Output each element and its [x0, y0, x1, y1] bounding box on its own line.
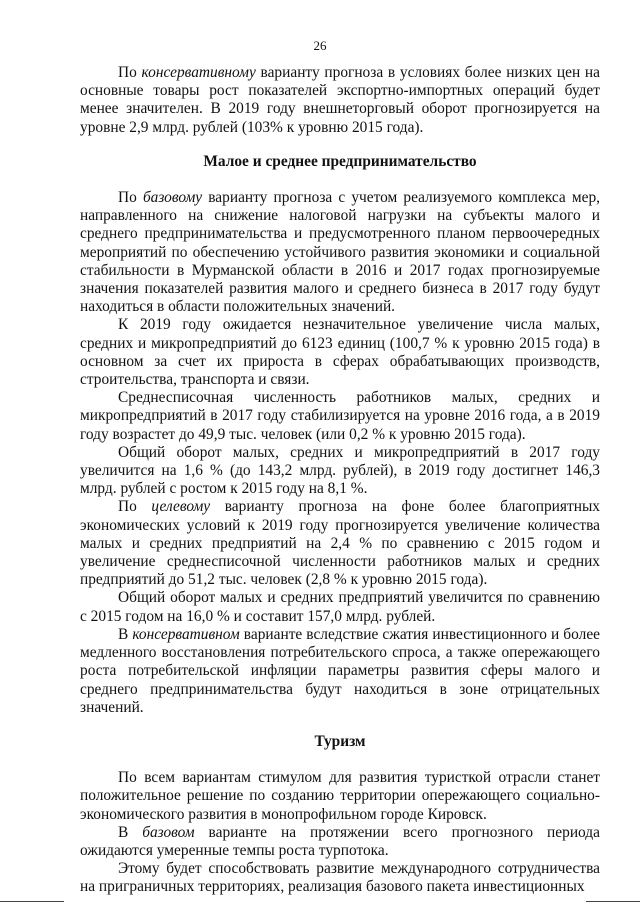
paragraph: Этому будет способствовать развитие международного сотрудничества на приграничных территориях, реализация базового пакета инвестиционных	[80, 860, 600, 896]
intro-paragraph: По консервативному варианту прогноза в условиях более низких цен на основные товары рост показателей экспортно-импортных операций будет менее значителен. В 2019 году внешнеторговый оборот прогнозируется на уровне 2,9 млрд. рублей (103% к уровню 2015 года).	[80, 64, 600, 136]
document-body	[80, 64, 600, 897]
section-heading-tourism: Туризм	[314, 732, 366, 750]
paragraph: По целевому варианту прогноза на фоне более благоприятных экономических условий к 2019 году прогнозируется увеличение количества малых и средних предприятий на 2,4 % по сравнению с 2015 годом и увеличение среднесписочной численности работников малых и средних предприятий до 51,2 тыс. человек (2,8 % к уровню 2015 года).	[80, 498, 600, 589]
paragraph: Общий оборот малых, средних и микропредприятий в 2017 году увеличится на 1,6 % (до 143,2 млрд. рублей), в 2019 году достигнет 146,3 млрд. рублей с ростом к 2015 году на 8,1 %.	[80, 443, 600, 498]
paragraph: По всем вариантам стимулом для развития туристкой отрасли станет положительное решение по созданию территории опережающего социально-экономического развития в монопрофильном городе Кировск.	[80, 769, 600, 823]
section-heading-small-business: Малое и среднее предпринимательство	[203, 152, 477, 170]
emphasis-text: целевому	[151, 498, 211, 516]
emphasis-text: базовому	[142, 189, 203, 207]
footer-rule-right	[586, 901, 640, 902]
emphasis-text: консервативном	[132, 625, 240, 643]
paragraph: По базовому варианту прогноза с учетом реализуемого комплекса мер, направленного на снижение налоговой нагрузки на субъекты малого и среднего предпринимательства и предусмотренного планом первоочередных мероприятий по обеспечению устойчивого развития экономики и социальной стабильности в Мурманской области в 2016 и 2017 годах прогнозируемые значения показателей развития малого и среднего бизнеса в 2017 году будут находиться в области положительных значений.	[80, 189, 600, 316]
paragraph: К 2019 году ожидается незначительное увеличение числа малых, средних и микропредприятий до 6123 единиц (100,7 % к уровню 2015 года) в основном за счет их прироста в сферах обрабатывающих производств, строительства, транспорта и связи.	[80, 316, 600, 389]
footer-rule-left	[0, 901, 64, 902]
paragraph: Общий оборот малых и средних предприятий увеличится по сравнению с 2015 годом на 16,0 % и составит 157,0 млрд. рублей.	[80, 589, 600, 625]
emphasis-text: базовом	[142, 823, 195, 841]
paragraph: В консервативном варианте вследствие сжатия инвестиционного и более медленного восстановления потребительского спроса, а также опережающего роста потребительской инфляции параметры развития сферы малого и среднего предпринимательства будут находиться в зоне отрицательных значений.	[80, 625, 600, 716]
page-number: 26	[313, 38, 327, 53]
emphasis-text: консервативному	[141, 64, 256, 81]
paragraph: Среднесписочная численность работников малых, средних и микропредприятий в 2017 году стабилизируется на уровне 2016 года, а в 2019 году возрастет до 49,9 тыс. человек (или 0,2 % к уровню 2015 года).	[80, 389, 600, 443]
paragraph: В базовом варианте на протяжении всего прогнозного периода ожидаются умеренные темпы роста турпотока.	[80, 823, 600, 859]
